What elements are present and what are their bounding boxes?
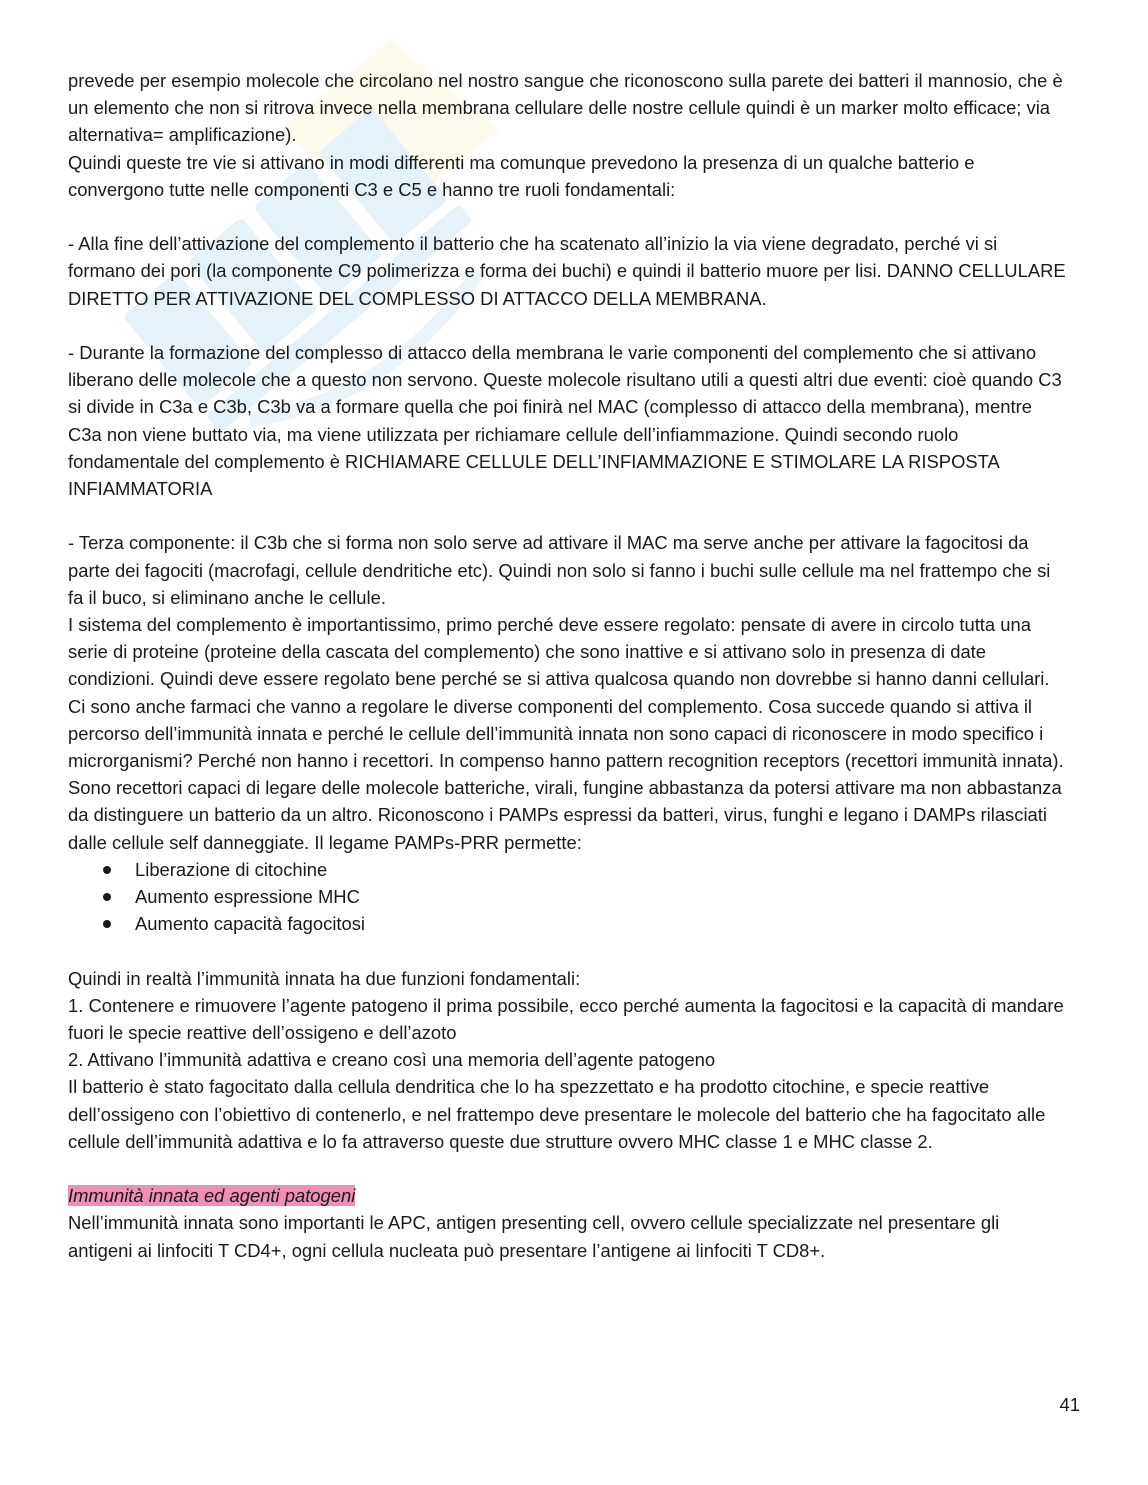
paragraph: Il batterio è stato fagocitato dalla cellula dendritica che lo ha spezzettato e ha prodotto citochine, e specie reattive dell’ossigeno con l’obiettivo di contenerlo, e nel frattempo deve presentare le molecole del batterio che ha fagocitato alle cellule dell’immunità adattiva e lo fa attraverso queste due strutture ovvero MHC classe 1 e MHC classe 2. — [68, 1076, 1046, 1152]
page-number: 41 — [1059, 1394, 1080, 1415]
paragraph: Quindi in realtà l’immunità innata ha due funzioni fondamentali: — [68, 967, 581, 989]
paragraph: 1. Contenere e rimuovere l’agente patogeno il prima possibile, ecco perché aumenta la fagocitosi e la capacità di mandare fuori le specie reattive dell’ossigeno e dell’azoto — [68, 994, 1064, 1044]
paragraph: prevede per esempio molecole che circolano nel nostro sangue che riconoscono sulla parete dei batteri il mannosio, che è un elemento che non si ritrova invece nella membrana cellulare delle nostre cellule quindi è un marker molto efficace; via alternativa= amplificazione). — [68, 70, 1063, 146]
spacer — [68, 937, 1068, 964]
spacer — [68, 502, 1068, 529]
paragraph: - Alla fine dell’attivazione del complemento il batterio che ha scatenato all’inizio la via viene degradato, perché vi si formano dei pori (la componente C9 polimerizza e forma dei buchi) e quindi il batterio muore per lisi. DANNO CELLULARE DIRETTO PER ATTIVAZIONE DEL COMPLESSO DI ATTACCO DELLA MEMBRANA. — [68, 233, 1066, 309]
list-item: Aumento espressione MHC — [68, 883, 1068, 910]
paragraph: - Durante la formazione del complesso di attacco della membrana le varie componenti del complemento che si attivano liberano delle molecole che a questo non servono. Queste molecole risultano utili a questi altri due eventi: cioè quando C3 si divide in C3a e C3b, C3b va a formare quella che poi finirà nel MAC (complesso di attacco della membrana), mentre C3a non viene buttato via, ma viene utilizzata per richiamare cellule dell’infiammazione. Quindi secondo ruolo fondamentale del complemento è RICHIAMARE CELLULE DELL’INFIAMMAZIONE E STIMOLARE LA RISPOSTA INFIAMMATORIA — [68, 342, 1062, 500]
paragraph: I sistema del complemento è importantissimo, primo perché deve essere regolato: pensate di avere in circolo tutta una serie di proteine (proteine della cascata del complemento) che sono inattive e si attivano solo in presenza di date condizioni. Quindi deve essere regolato bene perché se si attiva qualcosa quando non dovrebbe si hanno danni cellulari. Ci sono anche farmaci che vanno a regolare le diverse componenti del complemento. Cosa succede quando si attiva il percorso dell’immunità innata e perché le cellule dell’immunità innata non sono capaci di riconoscere in modo specifico i microrganismi? Perché non hanno i recettori. In compenso hanno pattern recognition receptors (recettori immunità innata). Sono recettori capaci di legare delle molecole batteriche, virali, fungine abbastanza da potersi attivare ma non abbastanza da distinguere un batterio da un altro. Riconoscono i PAMPs espressi da batteri, virus, funghi e legano i DAMPs rilasciati dalle cellule self danneggiate. Il legame PAMPs-PRR permette: — [68, 614, 1064, 853]
section-heading — [68, 1182, 1068, 1209]
spacer — [68, 1155, 1068, 1182]
paragraph: Nell’immunità innata sono importanti le APC, antigen presenting cell, ovvero cellule specializzate nel presentare gli antigeni ai linfociti T CD4+, ogni cellula nucleata può presentare l’antigene ai linfociti T CD8+. — [68, 1212, 1000, 1261]
list-item: Aumento capacità fagocitosi — [68, 910, 1068, 937]
paragraph: Quindi queste tre vie si attivano in modi differenti ma comunque prevedono la presenza di un qualche batterio e convergono tutte nelle componenti C3 e C5 e hanno tre ruoli fondamentali: — [68, 151, 975, 200]
list-item: Liberazione di citochine — [68, 856, 1068, 883]
spacer — [68, 203, 1068, 230]
paragraph: 2. Attivano l’immunità adattiva e creano così una memoria dell’agente patogeno — [68, 1049, 716, 1071]
document-body — [68, 67, 1068, 1264]
paragraph: - Terza componente: il C3b che si forma non solo serve ad attivare il MAC ma serve anche per attivare la fagocitosi da parte dei fagociti (macrofagi, cellule dendritiche etc). Quindi non solo si fanno i buchi sulle cellule ma nel frattempo che si fa il buco, si eliminano anche le cellule. — [68, 532, 1051, 608]
spacer — [68, 312, 1068, 339]
section-heading-text: Immunità innata ed agenti patogeni — [68, 1185, 356, 1207]
bullet-list — [68, 856, 1068, 938]
